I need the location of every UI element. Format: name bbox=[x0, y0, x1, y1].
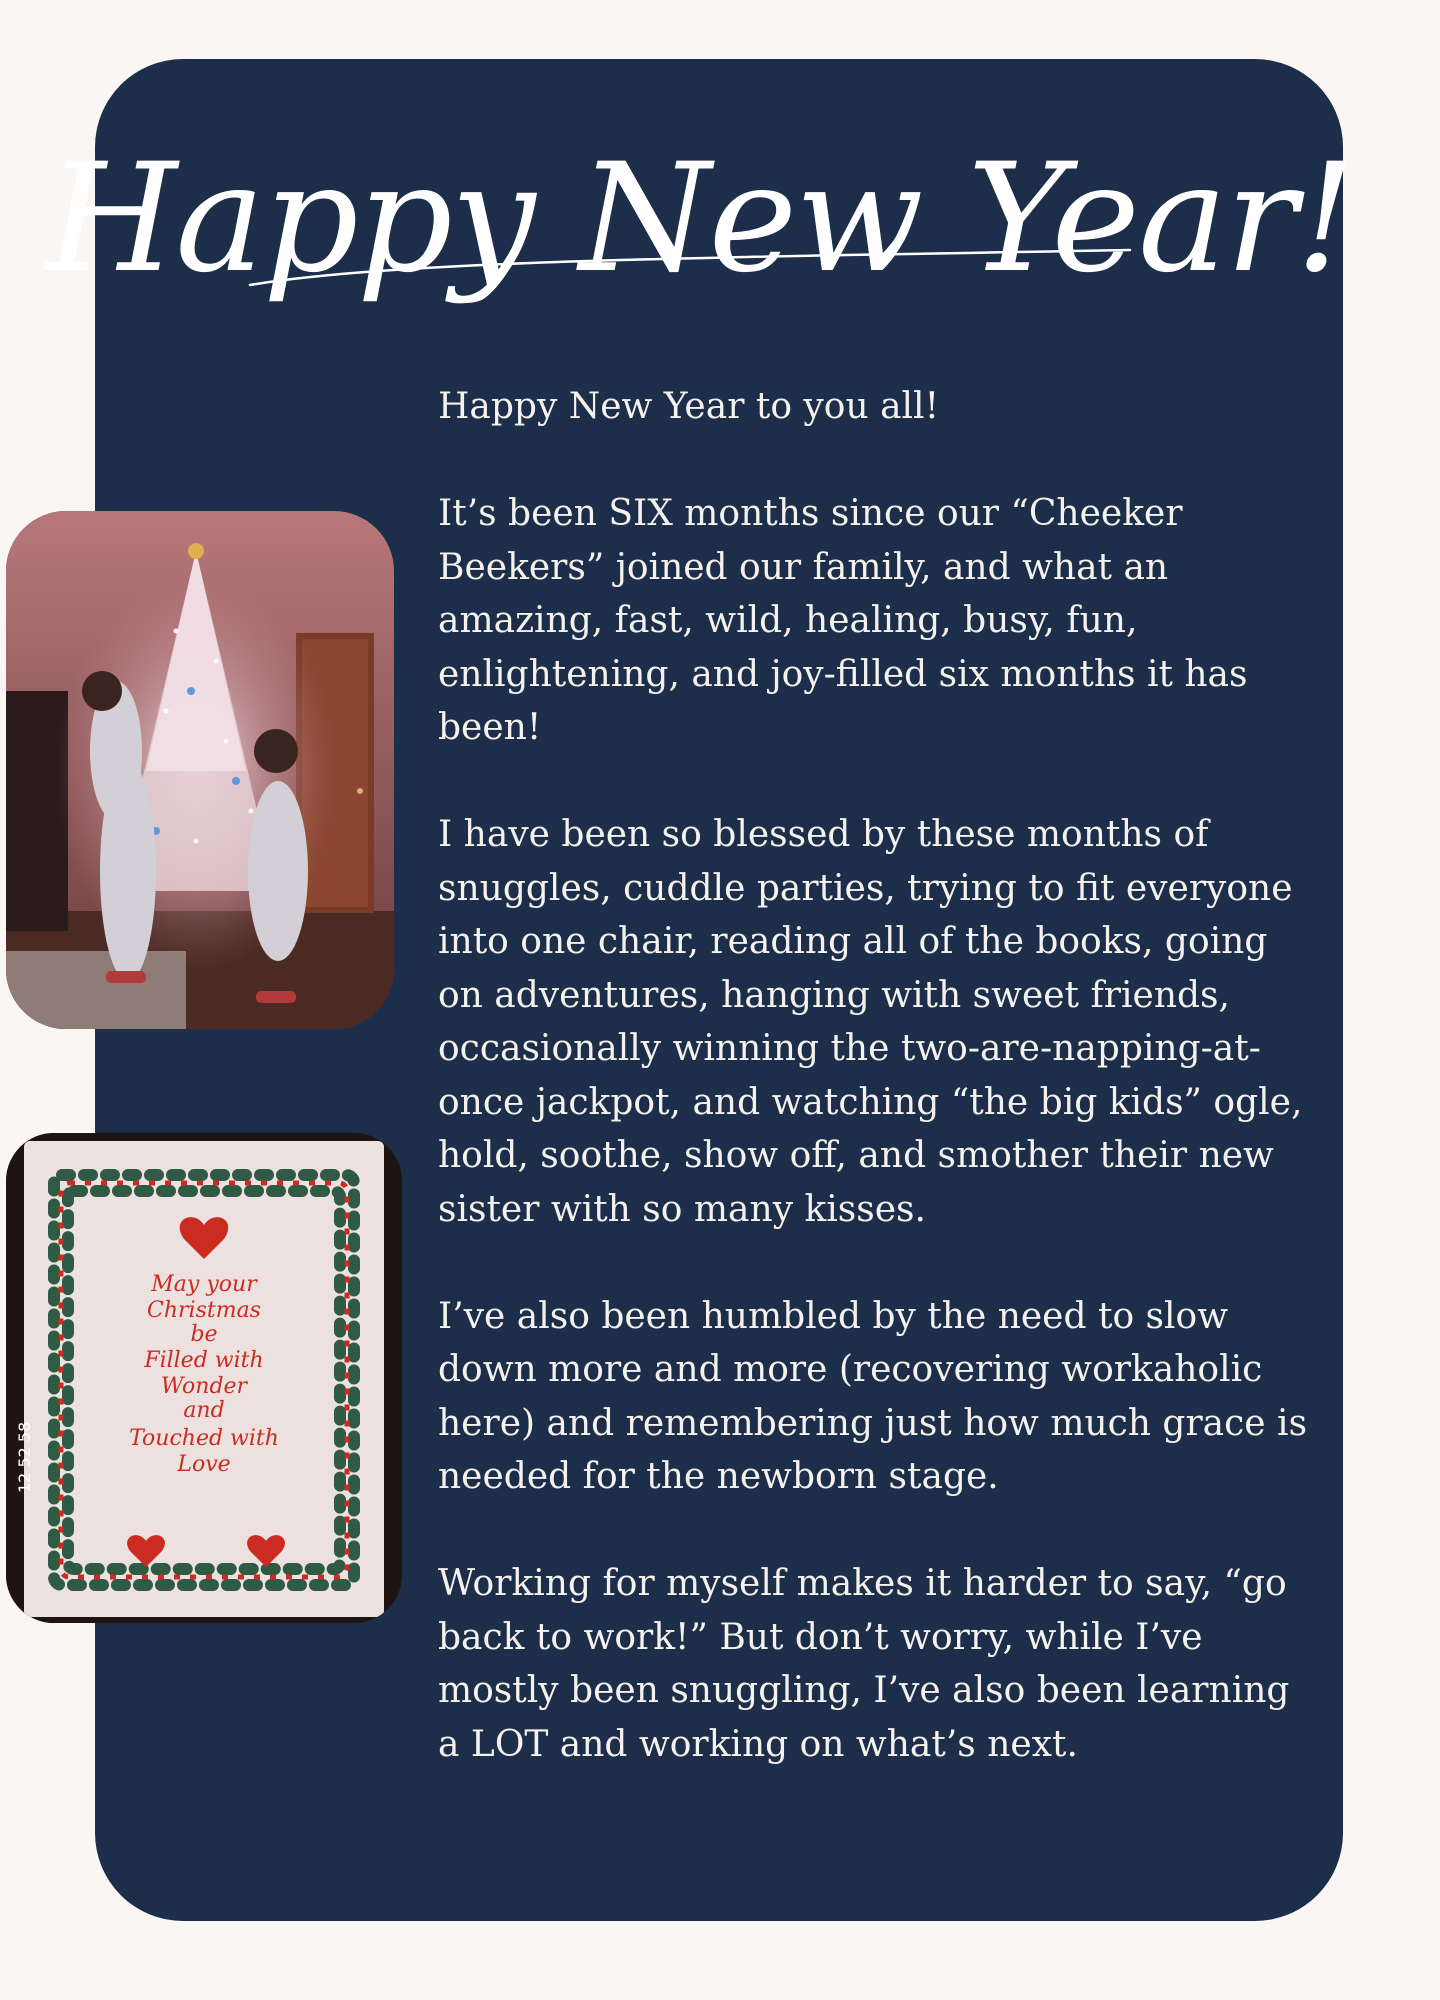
page-title bbox=[0, 110, 1440, 370]
stitch-line-8: Love bbox=[177, 1452, 231, 1477]
stitch-line-1: May your bbox=[151, 1272, 257, 1297]
letter-paragraph: Working for myself makes it harder to say, “go back to work!” But don’t worry, while I’ve mostly been snuggling, I’ve also been learning a LOT and working on what’s next. bbox=[438, 1563, 1290, 1765]
photo-timestamp: 12 52 58 bbox=[15, 1421, 34, 1493]
letter-paragraph: I have been so blessed by these months of snuggles, cuddle parties, trying to fit everyone into one chair, reading all of the books, going on adventures, hanging with sweet friends, occasionally winning the two-are-napping-at-once jackpot, and watching “the big kids” ogle, hold, soothe, show off, and smother their new sister with so many kisses. bbox=[438, 814, 1303, 1230]
stitch-line-3: be bbox=[190, 1322, 218, 1347]
cross-stitch-illustration bbox=[6, 1133, 402, 1623]
stitch-line-7: Touched with bbox=[129, 1426, 279, 1451]
letter-body bbox=[438, 380, 1318, 1825]
stitch-line-4: Filled with bbox=[144, 1348, 264, 1373]
christmas-tree-photo bbox=[6, 511, 394, 1029]
cross-stitch-photo bbox=[6, 1133, 402, 1623]
letter-paragraph: I’ve also been humbled by the need to slow down more and more (recovering workaholic here) and remembering just how much grace is needed for the newborn stage. bbox=[438, 1295, 1308, 1497]
christmas-tree-illustration bbox=[6, 511, 394, 1029]
stitch-line-2: Christmas bbox=[147, 1298, 261, 1323]
title-text: Happy New Year! bbox=[46, 132, 1354, 306]
stitch-line-5: Wonder bbox=[160, 1374, 248, 1399]
letter-paragraph: It’s been SIX months since our “Cheeker Beekers” joined our family, and what an amazing, fast, wild, healing, busy, fun, enlightening, and joy-filled six months it has been! bbox=[438, 493, 1248, 748]
stitch-line-6: and bbox=[183, 1398, 225, 1423]
title-script bbox=[0, 110, 1440, 370]
letter-paragraph: Happy New Year to you all! bbox=[438, 386, 940, 427]
